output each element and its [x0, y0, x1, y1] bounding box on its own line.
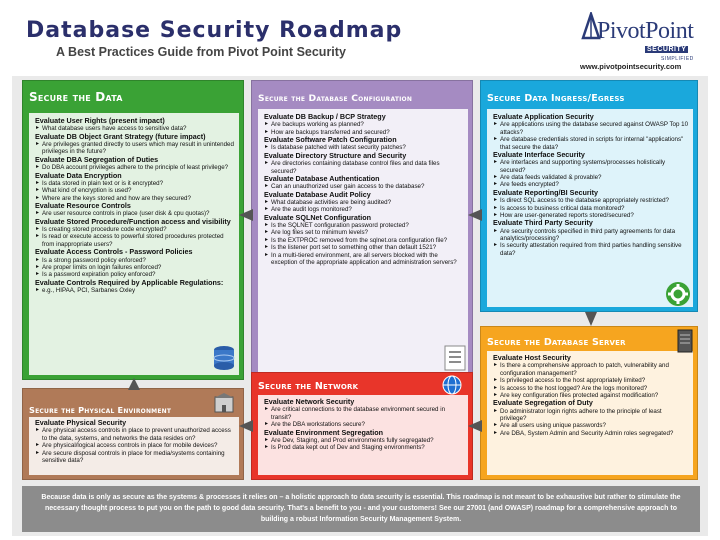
checklist-heading: Evaluate Database Audit Policy	[264, 189, 371, 199]
checklist-question: ▸ Is the SQLNET configuration password protected?	[264, 222, 464, 229]
checklist-heading: Evaluate Software Patch Configuration	[264, 135, 397, 145]
checklist-question: ▸ What database activities are being audited?	[264, 199, 464, 206]
checklist-heading: Evaluate Controls Required by Applicable Regulations:	[35, 277, 224, 287]
secure-data-title: Secure the Data	[29, 90, 123, 104]
checklist-question: ▸ Is direct SQL access to the database appropriately restricted?	[493, 197, 689, 204]
arrow-left-icon	[239, 420, 253, 432]
secure-server-title: Secure the Database Server	[487, 337, 626, 348]
checklist-item	[493, 113, 689, 151]
checklist-question: ▸ Is database patched with latest security patches?	[264, 144, 464, 151]
secure-network-content	[258, 395, 468, 475]
checklist-heading: Evaluate Host Security	[493, 353, 571, 362]
checklist-question: ▸ Are database credentials stored in scripts for internal "applications" that secure the data?	[493, 136, 689, 151]
checklist-question: ▸ How are user-generated reports stored/secured?	[493, 212, 689, 219]
checklist-item	[493, 399, 689, 437]
checklist-item	[264, 136, 464, 152]
checklist-heading: Evaluate Access Controls - Password Policies	[35, 247, 193, 257]
checklist-question: ▸ Are all users using unique passwords?	[493, 422, 689, 429]
secure-config-title: Secure the Database Configuration	[258, 93, 413, 104]
checklist-item	[35, 133, 235, 156]
footer-note: Because data is only as secure as the systems & processes it relies on – a holistic approach to data security is essential. This roadmap is not meant to be exhaustive but rather to stimulate the necessary thought process to put you on the path to good data security. That's a benefit to you - and your customers! See our 27001 (and OWASP) roadmap for a comprehensive approach to building a robust Information Security Management System.	[22, 486, 700, 532]
arrow-left-icon	[239, 209, 253, 221]
checklist-question: ▸ Is read or execute access to powerful stored procedures protected from inappropriate users?	[35, 233, 235, 248]
checklist-question: ▸ Are directories containing database control files and data files secured?	[264, 160, 464, 175]
gear-icon	[665, 281, 691, 307]
checklist-item	[264, 398, 464, 429]
checklist-item	[35, 419, 235, 464]
checklist-item	[493, 189, 689, 220]
secure-server-panel	[480, 326, 698, 480]
checklist-question: ▸ Are physical access controls in place to prevent unauthorized access to the data, systems, and networks the data resides on?	[35, 427, 235, 442]
checklist-question: ▸ Are key configuration files protected against modification?	[493, 392, 689, 399]
server-icon	[677, 329, 693, 353]
checklist-question: ▸ Is data stored in plain text or is it encrypted?	[35, 180, 235, 187]
secure-physical-content	[29, 417, 239, 475]
secure-ingress-content	[487, 109, 693, 307]
checklist-question: ▸ Are DBA, System Admin and Security Admin roles segregated?	[493, 430, 689, 437]
secure-data-panel	[22, 80, 244, 380]
checklist-heading: Evaluate Reporting/BI Security	[493, 187, 599, 197]
checklist-question: ▸ Are Dev, Staging, and Prod environments fully segregated?	[264, 437, 464, 444]
checklist-item	[35, 156, 235, 172]
checklist-question: ▸ Are privileges granted directly to users which may result in unintended privileges in the future?	[35, 141, 235, 156]
checklist-question: ▸ Is the EXTPROC removed from the sqlnet.ora configuration file?	[264, 237, 464, 244]
checklist-item	[493, 354, 689, 399]
checklist-item	[264, 191, 464, 214]
checklist-question: ▸ Are proper limits on login failures enforced?	[35, 264, 235, 271]
checklist-question: ▸ Are the audit logs monitored?	[264, 206, 464, 213]
logo-name: PivotPoint	[597, 18, 694, 44]
secure-config-content	[258, 109, 468, 375]
globe-icon	[442, 375, 462, 395]
secure-server-content	[487, 351, 693, 475]
checklist-question: ▸ What database users have access to sensitive data?	[35, 125, 235, 132]
checklist-question: ▸ Are data feeds validated & provable?	[493, 174, 689, 181]
checklist-item	[264, 152, 464, 175]
checklist-question: ▸ Is creating stored procedure code encrypted?	[35, 226, 235, 233]
checklist-heading: Evaluate Database Authentication	[264, 173, 380, 183]
checklist-question: ▸ Where are the keys stored and how are they secured?	[35, 195, 235, 202]
secure-physical-title: Secure the Physical Environment	[29, 405, 172, 415]
secure-config-panel	[251, 80, 473, 380]
checklist-question: ▸ Are feeds encrypted?	[493, 181, 689, 188]
checklist-question: ▸ Can an unauthorized user gain access to the database?	[264, 183, 464, 190]
checklist-heading: Evaluate Stored Procedure/Function access and visibility	[35, 216, 231, 226]
checklist-heading: Evaluate Segregation of Duty	[493, 398, 593, 408]
checklist-heading: Evaluate User Rights (present impact)	[35, 116, 165, 125]
secure-data-content	[29, 113, 239, 375]
checklist-question: ▸ Are interfaces and supporting systems/processes holistically secured?	[493, 159, 689, 174]
checklist-question: ▸ Is the listener port set to something other than default 1521?	[264, 244, 464, 251]
checklist-question: ▸ Are critical connections to the database environment secured in transit?	[264, 406, 464, 421]
checklist-question: ▸ In a multi-tiered environment, are all servers blocked with the exception of the appropriate application and administration servers?	[264, 252, 464, 267]
secure-ingress-panel	[480, 80, 698, 312]
secure-network-title: Secure the Network	[258, 381, 359, 392]
arrow-left-icon	[468, 420, 482, 432]
checklist-question: ▸ e.g., HIPAA, PCI, Sarbanes Oxley	[35, 287, 235, 294]
checklist-heading: Evaluate DB Object Grant Strategy (future impact)	[35, 131, 206, 141]
secure-ingress-title: Secure Data Ingress/Egress	[487, 93, 625, 104]
checklist-heading: Evaluate SQLNet Configuration	[264, 212, 372, 222]
checklist-question: ▸ Is a strong password policy enforced?	[35, 257, 235, 264]
checklist-item	[264, 113, 464, 136]
checklist-heading: Evaluate Resource Controls	[35, 201, 131, 211]
checklist-item	[35, 172, 235, 203]
logo-tagline: SIMPLIFIED	[661, 56, 694, 62]
checklist-item	[35, 202, 235, 218]
checklist-item	[35, 279, 235, 295]
checklist-question: ▸ Do administrator login rights adhere to the principle of least privilege?	[493, 408, 689, 423]
checklist-heading: Evaluate DB Backup / BCP Strategy	[264, 112, 386, 121]
checklist-question: ▸ Are log files set to minimum levels?	[264, 229, 464, 236]
checklist-item	[35, 218, 235, 249]
logo-sub: SECURITY	[647, 46, 687, 53]
checklist-heading: Evaluate Network Security	[264, 397, 355, 406]
checklist-question: ▸ Is access to the host logged? Are the logs monitored?	[493, 385, 689, 392]
checklist-item	[35, 117, 235, 133]
arrow-down-icon	[585, 312, 597, 326]
checklist-question: ▸ Is a password expiration policy enforced?	[35, 271, 235, 278]
checklist-question: ▸ Are physical/logical access controls in place for mobile devices?	[35, 442, 235, 449]
checklist-question: ▸ Do DBA account privileges adhere to the principle of least privilege?	[35, 164, 235, 171]
website-url[interactable]: www.pivotpointsecurity.com	[580, 62, 682, 71]
checklist-heading: Evaluate Application Security	[493, 112, 594, 121]
secure-physical-panel	[22, 388, 244, 480]
checklist-heading: Evaluate Data Encryption	[35, 170, 122, 180]
checklist-item	[264, 214, 464, 267]
checklist-heading: Evaluate Interface Security	[493, 149, 585, 159]
checklist-question: ▸ Are applications using the database secured against OWASP Top 10 attacks?	[493, 121, 689, 136]
checklist-heading: Evaluate Environment Segregation	[264, 427, 384, 437]
checklist-question: ▸ Are security controls specified in third party agreements for data analytics/processing?	[493, 228, 689, 243]
checklist-question: ▸ Is there a comprehensive approach to patch, vulnerability and configuration management?	[493, 362, 689, 377]
building-icon	[213, 393, 235, 413]
checklist-item	[264, 175, 464, 191]
checklist-question: ▸ Is access to business critical data monitored?	[493, 205, 689, 212]
checklist-question: ▸ Is Prod data kept out of Dev and Staging environments?	[264, 444, 464, 451]
checklist-heading: Evaluate Directory Structure and Security	[264, 150, 407, 160]
checklist-item	[264, 429, 464, 452]
secure-network-panel	[251, 372, 473, 480]
checklist-question: ▸ Are the DBA workstations secure?	[264, 421, 464, 428]
checklist-item	[35, 248, 235, 279]
database-shield-icon	[211, 345, 237, 373]
checklist-question: ▸ Are backups working as planned?	[264, 121, 464, 128]
checklist-question: ▸ Is security attestation required from third parties handling sensitive data?	[493, 242, 689, 257]
checklist-question: ▸ Is privileged access to the host appropriately limited?	[493, 377, 689, 384]
checklist-question: ▸ Are secure disposal controls in place for media/systems containing sensitive data?	[35, 450, 235, 465]
roadmap-subtitle: A Best Practices Guide from Pivot Point Security	[56, 45, 346, 59]
checklist-item	[493, 151, 689, 189]
checklist-item	[493, 219, 689, 257]
checklist-question: ▸ What kind of encryption is used?	[35, 187, 235, 194]
checklist-question: ▸ How are backups transferred and secured?	[264, 129, 464, 136]
arrow-up-icon	[128, 378, 140, 390]
company-logo[interactable]	[575, 10, 710, 70]
checklist-heading: Evaluate Physical Security	[35, 418, 127, 427]
checklist-heading: Evaluate Third Party Security	[493, 218, 593, 228]
arrow-left-icon	[468, 209, 482, 221]
checklist-heading: Evaluate DBA Segregation of Duties	[35, 154, 159, 164]
document-list-icon	[444, 345, 466, 371]
roadmap-title: Database Security Roadmap	[26, 18, 403, 43]
checklist-question: ▸ Are user resource controls in place (user disk & cpu quotas)?	[35, 210, 235, 217]
